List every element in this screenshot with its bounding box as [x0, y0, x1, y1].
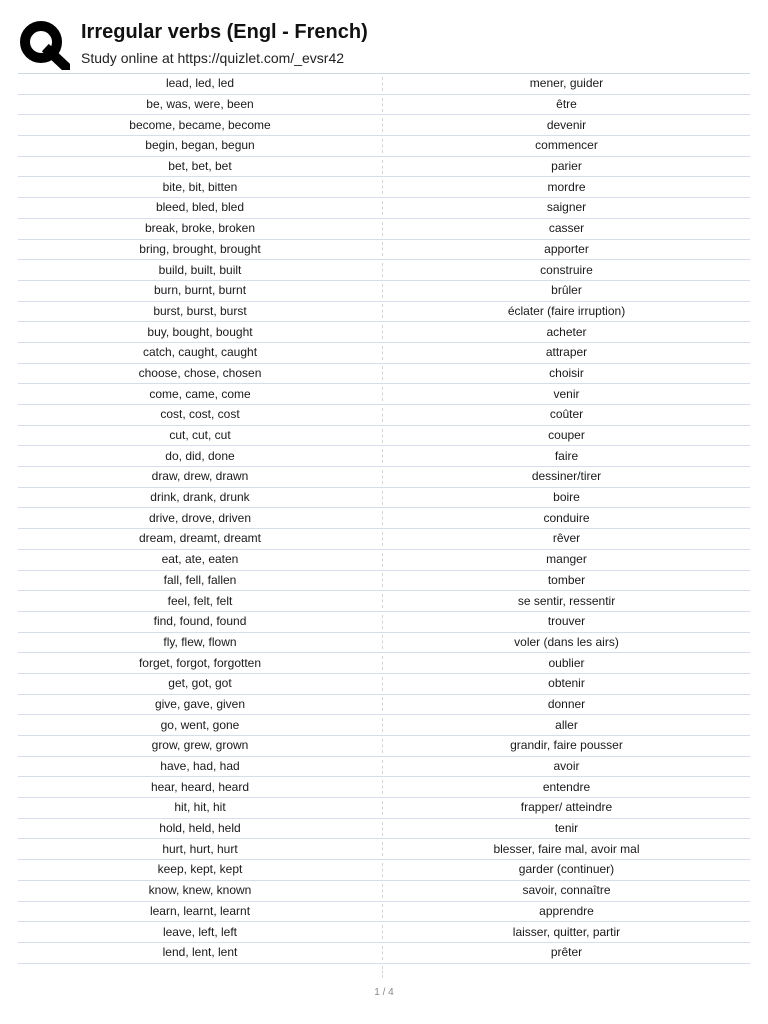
term-cell: choose, chose, chosen — [138, 365, 262, 380]
table-row — [18, 405, 750, 426]
table-row — [18, 95, 750, 116]
term-cell: drive, drove, driven — [148, 510, 252, 525]
definition-cell: faire — [554, 448, 579, 463]
term-cell: build, built, built — [158, 262, 242, 277]
term-cell: bite, bit, bitten — [162, 179, 238, 194]
term-cell: cut, cut, cut — [169, 428, 231, 443]
table-row — [18, 74, 750, 95]
definition-cell: tenir — [554, 821, 579, 836]
definition-cell: boire — [553, 490, 580, 505]
definition-cell: mener, guider — [529, 76, 604, 91]
term-cell: hold, held, held — [159, 821, 241, 836]
definition-cell: frapper/ atteindre — [520, 800, 613, 815]
table-row — [18, 219, 750, 240]
term-cell: feel, felt, felt — [167, 593, 233, 608]
term-cell: draw, drew, drawn — [151, 469, 249, 484]
table-row — [18, 136, 750, 157]
term-cell: find, found, found — [153, 614, 247, 629]
table-row — [18, 322, 750, 343]
definition-cell: donner — [547, 696, 586, 711]
definition-cell: saigner — [546, 200, 587, 215]
table-row — [18, 922, 750, 943]
definition-cell: attraper — [545, 345, 588, 360]
term-cell: hit, hit, hit — [174, 800, 226, 815]
table-row — [18, 715, 750, 736]
definition-cell: tomber — [547, 572, 586, 587]
table-row — [18, 426, 750, 447]
term-cell: buy, bought, bought — [147, 324, 253, 339]
table-row — [18, 860, 750, 881]
term-cell: fall, fell, fallen — [163, 572, 237, 587]
table-row — [18, 819, 750, 840]
definition-cell: savoir, connaître — [522, 883, 611, 898]
definition-cell: trouver — [547, 614, 586, 629]
term-cell: begin, began, begun — [145, 138, 255, 153]
definition-cell: voler (dans les airs) — [514, 634, 619, 649]
definition-cell: aller — [555, 717, 578, 732]
table-row — [18, 115, 750, 136]
definition-cell: coûter — [549, 407, 584, 422]
definition-cell: mordre — [547, 179, 586, 194]
term-cell: dream, dreamt, dreamt — [138, 531, 262, 546]
definition-cell: garder (continuer) — [518, 862, 615, 877]
definition-cell: conduire — [543, 510, 590, 525]
table-row — [18, 157, 750, 178]
table-row — [18, 653, 750, 674]
table-row — [18, 695, 750, 716]
term-cell: drink, drank, drunk — [150, 490, 250, 505]
term-cell: cost, cost, cost — [160, 407, 240, 422]
table-row — [18, 902, 750, 923]
definition-cell: choisir — [549, 365, 584, 380]
term-cell: keep, kept, kept — [157, 862, 243, 877]
definition-cell: blesser, faire mal, avoir mal — [493, 841, 640, 856]
definition-cell: devenir — [546, 117, 587, 132]
term-cell: have, had, had — [160, 759, 240, 774]
table-row — [18, 281, 750, 302]
definition-cell: avoir — [553, 759, 580, 774]
definition-cell: casser — [548, 221, 585, 236]
table-row — [18, 343, 750, 364]
table-row — [18, 260, 750, 281]
definition-cell: apporter — [544, 241, 589, 256]
table-row — [18, 736, 750, 757]
term-cell: grow, grew, grown — [151, 738, 249, 753]
table-row — [18, 591, 750, 612]
term-cell: get, got, got — [168, 676, 232, 691]
table-row — [18, 881, 750, 902]
definition-cell: brûler — [551, 283, 582, 298]
term-cell: burn, burnt, burnt — [153, 283, 247, 298]
table-row — [18, 446, 750, 467]
study-online-link[interactable]: Study online at https://quizlet.com/_evsr42 — [81, 50, 345, 66]
definition-cell: obtenir — [548, 676, 585, 691]
definition-cell: construire — [540, 262, 593, 277]
table-row — [18, 384, 750, 405]
table-row — [18, 240, 750, 261]
definition-cell: rêver — [552, 531, 581, 546]
definition-cell: apprendre — [539, 903, 594, 918]
table-row — [18, 839, 750, 860]
table-row — [18, 508, 750, 529]
term-cell: bet, bet, bet — [168, 159, 232, 174]
table-row — [18, 571, 750, 592]
page-title: Irregular verbs (Engl - French) — [81, 21, 368, 43]
table-row — [18, 757, 750, 778]
definition-cell: entendre — [542, 779, 591, 794]
definition-cell: couper — [548, 428, 585, 443]
term-cell: burst, burst, burst — [153, 303, 247, 318]
definition-cell: parier — [551, 159, 582, 174]
term-cell: go, went, gone — [160, 717, 240, 732]
table-row — [18, 467, 750, 488]
definition-cell: prêter — [550, 945, 583, 960]
definition-cell: manger — [546, 552, 587, 567]
table-row — [18, 198, 750, 219]
definition-cell: commencer — [535, 138, 598, 153]
term-cell: give, gave, given — [154, 696, 246, 711]
term-cell: forget, forgot, forgotten — [138, 655, 262, 670]
page-number: 1 / 4 — [374, 987, 394, 998]
term-cell: lead, led, led — [165, 76, 235, 91]
table-row — [18, 798, 750, 819]
term-cell: leave, left, left — [162, 924, 238, 939]
table-row — [18, 177, 750, 198]
term-cell: lend, lent, lent — [162, 945, 238, 960]
term-cell: learn, learnt, learnt — [149, 903, 251, 918]
term-cell: eat, ate, eaten — [161, 552, 239, 567]
table-row — [18, 302, 750, 323]
term-cell: hurt, hurt, hurt — [162, 841, 238, 856]
definition-cell: acheter — [546, 324, 587, 339]
term-cell: catch, caught, caught — [142, 345, 258, 360]
term-cell: become, became, become — [129, 117, 271, 132]
definition-cell: se sentir, ressentir — [517, 593, 616, 608]
table-row — [18, 550, 750, 571]
definition-cell: grandir, faire pousser — [510, 738, 623, 753]
term-cell: come, came, come — [149, 386, 251, 401]
term-cell: hear, heard, heard — [150, 779, 250, 794]
definition-cell: dessiner/tirer — [531, 469, 602, 484]
definition-cell: oublier — [548, 655, 585, 670]
table-row — [18, 943, 750, 964]
term-cell: break, broke, broken — [144, 221, 256, 236]
definition-cell: éclater (faire irruption) — [507, 303, 626, 318]
term-cell: be, was, were, been — [146, 97, 254, 112]
term-cell: bleed, bled, bled — [155, 200, 245, 215]
term-cell: know, knew, known — [148, 883, 252, 898]
table-row — [18, 364, 750, 385]
quizlet-logo-icon — [18, 18, 70, 70]
table-row — [18, 674, 750, 695]
definition-cell: être — [556, 97, 577, 112]
table-row — [18, 612, 750, 633]
page-header — [18, 18, 758, 72]
term-cell: do, did, done — [165, 448, 235, 463]
term-cell: bring, brought, brought — [139, 241, 261, 256]
table-row — [18, 633, 750, 654]
definition-cell: venir — [553, 386, 580, 401]
table-row — [18, 777, 750, 798]
term-cell: fly, flew, flown — [163, 634, 237, 649]
column-divider-tail — [382, 966, 383, 978]
vocabulary-table — [18, 73, 750, 964]
table-row — [18, 488, 750, 509]
definition-cell: laisser, quitter, partir — [512, 924, 621, 939]
table-row — [18, 529, 750, 550]
